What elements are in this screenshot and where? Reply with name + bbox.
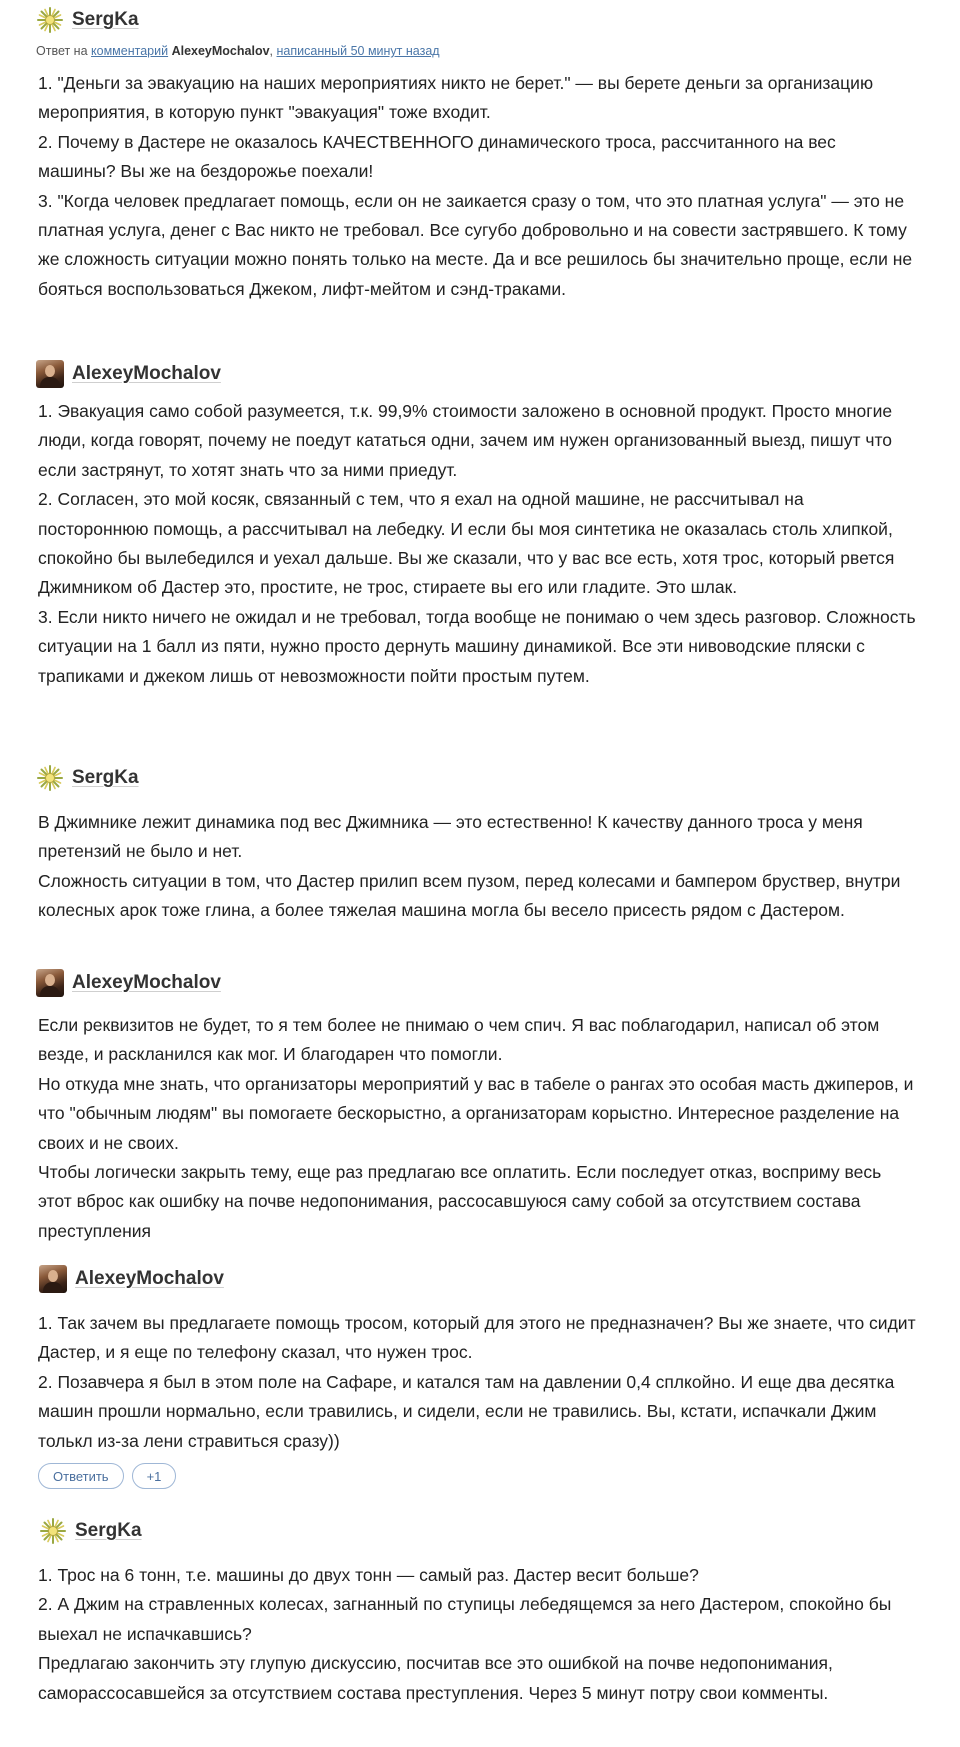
- reply-comment-link[interactable]: комментарий: [91, 44, 169, 58]
- reply-target-user[interactable]: AlexeyMochalov: [171, 44, 270, 58]
- comment-body: [38, 69, 918, 304]
- comment-paragraph: Но откуда мне знать, что организаторы мероприятий у вас в табеле о рангах это особая масть джиперов, и что "обычным людям" вы помогаете бескорыстно, а организаторам корыстно. Интересное разделение на своих и не своих.: [38, 1073, 914, 1153]
- comment-body: [38, 397, 918, 691]
- comment-paragraph: 1. Эвакуация само собой разумеется, т.к. 99,9% стоимости заложено в основной продукт. Просто многие люди, когда говорят, почему не поедут кататься одни, зачем им нужен организованный выезд, пишут что если застрянут, то хотят знать что за ними приедут.: [38, 401, 893, 480]
- author-name[interactable]: AlexeyMochalov: [72, 363, 221, 384]
- comment-paragraph: 2. Почему в Дастере не оказалось КАЧЕСТВЕННОГО динамического троса, рассчитанного на вес машины? Вы же на бездорожье поехали!: [38, 131, 836, 182]
- comment-actions: [38, 1463, 176, 1489]
- comment-header: [36, 359, 221, 389]
- reply-meta: [36, 44, 440, 58]
- comment-paragraph: 2. Согласен, это мой косяк, связанный с тем, что я ехал на одной машине, не рассчитывал на постороннюю помощь, а рассчитывал на лебедку. И если бы моя синтетика не оказалась столь хлипкой, спокойно бы вылебедился и уехал дальше. Вы же сказали, что у вас все есть, хотя трос, который рвется Джимником об Дастер это, простите, не трос, стираете вы его или гладите. Это шлак.: [38, 489, 895, 598]
- author-name[interactable]: AlexeyMochalov: [75, 1268, 224, 1289]
- comment-header: [39, 1264, 224, 1294]
- avatar[interactable]: [36, 360, 64, 388]
- comment-paragraph: 1. Так зачем вы предлагаете помощь тросом, который для этого не предназначен? Вы же знаете, что сидит Дастер, и я еще по телефону сказал, что нужен трос.: [38, 1313, 916, 1363]
- comment-header: [39, 1516, 142, 1546]
- comment-paragraph: 1. Трос на 6 тонн, т.е. машины до двух тонн — самый раз. Дастер весит больше?: [38, 1565, 699, 1585]
- comment-paragraph: Чтобы логически закрыть тему, еще раз предлагаю все оплатить. Если последует отказ, восприму весь этот вброс как ошибку на почве недопонимания, рассосавшуюся саму собой за отсутствием состава преступления: [38, 1162, 882, 1241]
- sun-star-icon: [39, 1517, 67, 1545]
- comment-paragraph: Предлагаю закончить эту глупую дискуссию, посчитав все это ошибкой на почве недопонимания, саморассосавшейся за отсутствием состава преступления. Через 5 минут потру свои комменты.: [38, 1653, 833, 1703]
- comment-paragraph: 2. Позавчера я был в этом поле на Сафаре, и катался там на давлении 0,4 сплкойно. И еще два десятка машин прошли нормально, если травились, и сидели, если не травились. Вы, кстати, испачкали Джим толькл из-за лени стравиться сразу)): [38, 1371, 895, 1451]
- plus-one-button[interactable]: +1: [132, 1463, 177, 1489]
- comment-body: [38, 1309, 918, 1456]
- comment-paragraph: 3. "Когда человек предлагает помощь, если он не заикается сразу о том, что это платная услуга" — это не платная услуга, денег с Вас никто не требовал. Все сугубо добровольно и на совести застрявшего. К тому же сложность ситуации можно понять только на месте. Да и все решилось бы значительно проще, если не бояться воспользоваться Джеком, лифт-мейтом и сэнд-траками.: [38, 190, 913, 299]
- avatar[interactable]: [36, 969, 64, 997]
- author-name[interactable]: SergKa: [75, 1520, 142, 1541]
- comment-body: [38, 1561, 918, 1708]
- reply-comma: ,: [269, 44, 274, 58]
- comment-paragraph: В Джимнике лежит динамика под вес Джимника — это естественно! К качеству данного троса у меня претензий не было и нет.: [38, 812, 863, 862]
- comment-paragraph: 1. "Деньги за эвакуацию на наших мероприятиях никто не берет." — вы берете деньги за организацию мероприятия, в которую пункт "эвакуация" тоже входит.: [38, 73, 874, 123]
- comment-header: [36, 763, 139, 793]
- comment-paragraph: Если реквизитов не будет, то я тем более не пнимаю о чем спич. Я вас поблагодарил, написал об этом везде, и раскланился как мог. И благодарен что помогли.: [38, 1015, 880, 1065]
- sun-star-icon: [36, 6, 64, 34]
- comment-header: [36, 5, 139, 35]
- reply-button[interactable]: Ответить: [38, 1463, 124, 1489]
- comment-paragraph: Сложность ситуации в том, что Дастер прилип всем пузом, перед колесами и бампером бруствер, внутри колесных арок тоже глина, а более тяжелая машина могла бы весело присесть рядом с Дастером.: [38, 870, 901, 921]
- comment-body: [38, 808, 918, 926]
- comment-header: [36, 968, 221, 998]
- comment-paragraph: 3. Если никто ничего не ожидал и не требовал, тогда вообще не понимаю о чем здесь разговор. Сложность ситуации на 1 балл из пяти, нужно просто дернуть машину динамикой. Все эти нивоводские пляски с трапиками и джеком лишь от невозможности пойти простым путем.: [38, 606, 916, 686]
- author-name[interactable]: SergKa: [72, 767, 139, 788]
- sun-star-icon: [36, 764, 64, 792]
- reply-time-link[interactable]: написанный 50 минут назад: [276, 44, 440, 58]
- comment-body: [38, 1011, 918, 1246]
- author-name[interactable]: SergKa: [72, 9, 139, 30]
- avatar[interactable]: [39, 1265, 67, 1293]
- reply-prefix: Ответ на: [36, 44, 88, 58]
- comment-paragraph: 2. А Джим на стравленных колесах, загнанный по ступицы лебедящемся за него Дастером, спокойно бы выехал не испачкавшись?: [38, 1594, 892, 1644]
- author-name[interactable]: AlexeyMochalov: [72, 972, 221, 993]
